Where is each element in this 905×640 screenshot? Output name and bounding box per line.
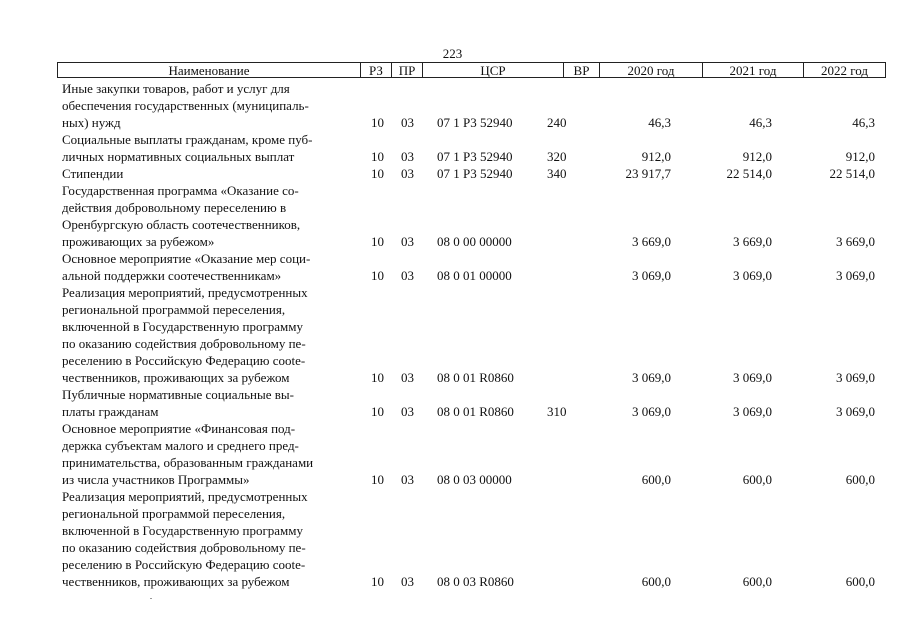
table-row	[0, 165, 905, 182]
row-pr: 03	[401, 268, 414, 283]
row-2020: 600,0	[641, 574, 671, 589]
row-2021: 22 514,0	[726, 166, 772, 181]
table-row	[0, 488, 905, 590]
row-2021: 3 069,0	[733, 404, 772, 419]
row-2020: 3 069,0	[632, 404, 671, 419]
column-header-2020: 2020 год	[600, 63, 703, 77]
row-pr: 03	[401, 370, 414, 385]
column-header-rz: РЗ	[361, 63, 392, 77]
table-row	[0, 250, 905, 284]
column-header-name: Наименование	[58, 63, 361, 77]
row-name: Социальные выплаты гражданам, кроме пуб- личных нормативных социальных выплат	[62, 132, 313, 164]
row-2020: 3 669,0	[632, 234, 671, 249]
row-name: Иные закупки товаров, работ и услуг для обеспечения государственных (муниципаль- ных) нужд	[62, 81, 309, 130]
row-csr: 07 1 Р3 52940	[437, 149, 513, 164]
row-2022: 46,3	[852, 115, 875, 130]
row-2020: 3 069,0	[632, 268, 671, 283]
column-header-2022: 2022 год	[821, 63, 868, 78]
scan-speck	[150, 598, 152, 599]
row-pr: 03	[401, 149, 414, 164]
row-pr: 03	[401, 574, 414, 589]
row-2022: 600,0	[845, 472, 875, 487]
table-row	[0, 80, 905, 131]
row-2022: 3 069,0	[836, 370, 875, 385]
row-name: Основное мероприятие «Оказание мер соци- альной поддержки соотечественникам»	[62, 251, 311, 283]
row-2020: 3 069,0	[632, 370, 671, 385]
row-name: Реализация мероприятий, предусмотренных региональной программой переселения, включенной в Государственную программу по оказанию содействия добровольному пе- реселению в Российскую Федерацию соote- чественников, проживающих за рубежом	[62, 489, 308, 589]
row-rz: 10	[371, 268, 384, 283]
column-header-2021: 2021 год	[703, 63, 804, 77]
row-2022: 600,0	[845, 574, 875, 589]
row-2021: 3 069,0	[733, 370, 772, 385]
table-row	[0, 386, 905, 420]
row-csr: 08 0 00 00000	[437, 234, 512, 249]
row-pr: 03	[401, 472, 414, 487]
row-rz: 10	[371, 370, 384, 385]
row-vr: 340	[547, 166, 567, 181]
column-header-vr: ВР	[564, 63, 600, 77]
column-header-csr: ЦСР	[423, 63, 564, 77]
row-2022: 3 069,0	[836, 268, 875, 283]
row-2020: 912,0	[641, 149, 671, 164]
row-2021: 600,0	[742, 574, 772, 589]
row-2021: 3 669,0	[733, 234, 772, 249]
row-csr: 07 1 Р3 52940	[437, 166, 513, 181]
row-name: Основное мероприятие «Финансовая под- держка субъектам малого и среднего пред- принимательства, образованным гражданами из числа участников Программы»	[62, 421, 314, 487]
row-pr: 03	[401, 404, 414, 419]
row-vr: 240	[547, 115, 567, 130]
table-row	[0, 284, 905, 386]
row-2021: 46,3	[749, 115, 772, 130]
table-body	[0, 80, 905, 590]
row-rz: 10	[371, 574, 384, 589]
row-rz: 10	[371, 166, 384, 181]
row-name: Реализация мероприятий, предусмотренных региональной программой переселения, включенной в Государственную программу по оказанию содействия добровольному пе- реселению в Российскую Федерацию соote- чественников, проживающих за рубежом	[62, 285, 308, 385]
row-vr: 320	[547, 149, 567, 164]
row-vr: 310	[547, 404, 567, 419]
row-csr: 08 0 03 R0860	[437, 574, 514, 589]
row-2021: 3 069,0	[733, 268, 772, 283]
row-2021: 912,0	[742, 149, 772, 164]
row-rz: 10	[371, 404, 384, 419]
row-csr: 07 1 Р3 52940	[437, 115, 513, 130]
row-name: Государственная программа «Оказание со- действия добровольному переселению в Оренбургскую область соотечественников, проживающих за рубежом»	[62, 183, 301, 249]
row-2022: 912,0	[845, 149, 875, 164]
row-2020: 600,0	[641, 472, 671, 487]
column-header-pr: ПР	[392, 63, 423, 77]
row-rz: 10	[371, 234, 384, 249]
row-name: Стипендии	[62, 166, 124, 181]
row-rz: 10	[371, 472, 384, 487]
row-2020: 46,3	[648, 115, 671, 130]
row-rz: 10	[371, 115, 384, 130]
row-2022: 3 069,0	[836, 404, 875, 419]
row-csr: 08 0 01 R0860	[437, 404, 514, 419]
row-pr: 03	[401, 234, 414, 249]
table-row	[0, 131, 905, 165]
table-row	[0, 182, 905, 250]
table-row	[0, 420, 905, 488]
row-2021: 600,0	[742, 472, 772, 487]
row-2022: 22 514,0	[829, 166, 875, 181]
row-csr: 08 0 03 00000	[437, 472, 512, 487]
row-csr: 08 0 01 00000	[437, 268, 512, 283]
table-header	[57, 62, 886, 78]
row-rz: 10	[371, 149, 384, 164]
page-number: 223	[442, 46, 463, 61]
row-pr: 03	[401, 166, 414, 181]
row-name: Публичные нормативные социальные вы- платы гражданам	[62, 387, 294, 419]
row-csr: 08 0 01 R0860	[437, 370, 514, 385]
row-pr: 03	[401, 115, 414, 130]
row-2020: 23 917,7	[625, 166, 671, 181]
row-2022: 3 669,0	[836, 234, 875, 249]
